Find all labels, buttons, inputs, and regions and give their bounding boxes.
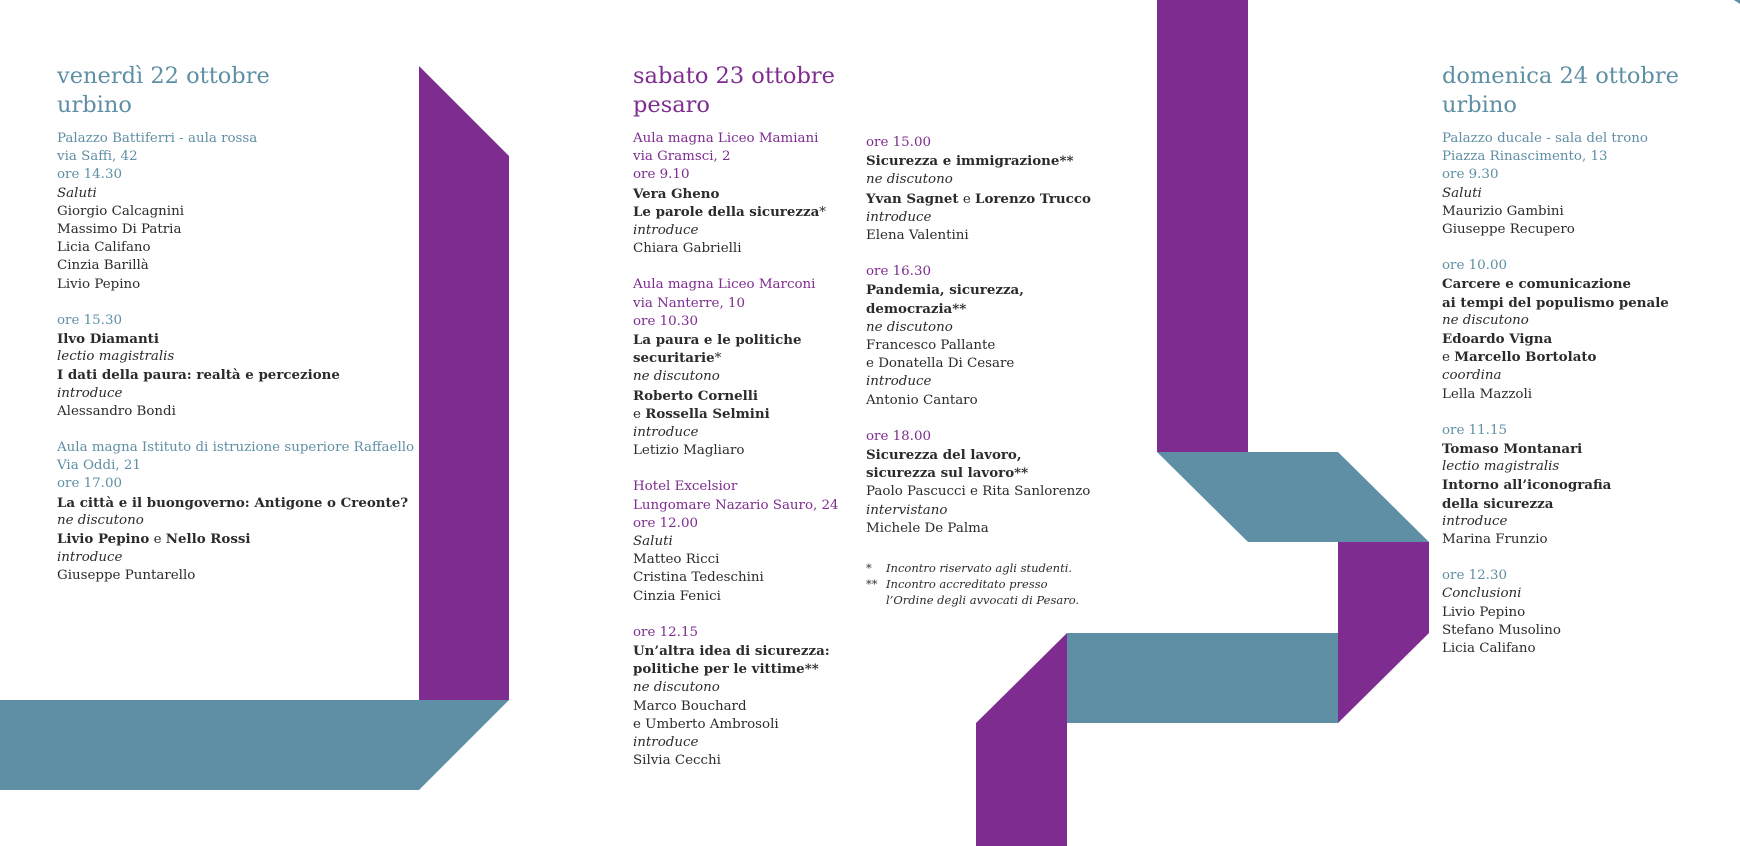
speakers-line xyxy=(633,405,839,424)
session-title: La città e il buongoverno: Antigone o Creonte? xyxy=(57,494,409,511)
intro-label: introduce xyxy=(633,223,699,239)
speaker: Edoardo Vigna xyxy=(1442,331,1553,348)
footnote-mark: * xyxy=(819,204,826,220)
session-time: ore 9.30 xyxy=(1442,167,1499,183)
person: Marina Frunzio xyxy=(1442,532,1548,548)
ribbon-right-teal-top xyxy=(1157,452,1429,542)
venue-name: Palazzo ducale - sala del trono xyxy=(1442,131,1648,146)
intro-label: introduce xyxy=(633,425,699,441)
conjunction: e xyxy=(1442,350,1455,366)
saturday-city: pesaro xyxy=(633,92,710,118)
session-title: ai tempi del populismo penale xyxy=(1442,294,1669,311)
intro-label: introduce xyxy=(633,735,699,751)
conjunction: e xyxy=(965,484,983,500)
footnote-mark: * xyxy=(714,351,722,367)
speaker: Nello Rossi xyxy=(165,531,251,548)
session-subtitle: lectio magistralis xyxy=(1442,459,1560,475)
intro-label: introduce xyxy=(1442,513,1508,529)
speaker: Roberto Cornelli xyxy=(633,387,758,404)
person: Cristina Tedeschini xyxy=(633,570,764,586)
person: Alessandro Bondi xyxy=(57,403,176,419)
footnote-text: Incontro accreditato presso xyxy=(886,577,1048,592)
session-title: Le parole della sicurezza xyxy=(633,203,820,220)
person: Stefano Musolino xyxy=(1442,622,1561,638)
person: Cinzia Fenici xyxy=(633,588,721,604)
person: e Umberto Ambrosoli xyxy=(633,716,779,732)
speakers-line xyxy=(866,483,1091,501)
session-time: ore 10.30 xyxy=(633,313,698,329)
ribbon-right-purple-bottom xyxy=(976,633,1067,846)
person: Giuseppe Recupero xyxy=(1442,222,1575,238)
speaker: Yvan Sagnet xyxy=(866,190,959,207)
person: Massimo Di Patria xyxy=(57,222,182,238)
session-title-line xyxy=(866,464,1091,483)
speakers-line xyxy=(866,355,1091,373)
speaker: Lorenzo Trucco xyxy=(975,190,1091,207)
venue-address: Lungomare Nazario Sauro, 24 xyxy=(633,497,839,513)
session-time: ore 12.30 xyxy=(1442,568,1507,584)
session-title: Intorno all’iconografia xyxy=(1442,477,1612,494)
session-title: I dati della paura: realtà e percezione xyxy=(57,367,340,384)
person: Licia Califano xyxy=(57,240,151,256)
footnotes xyxy=(866,560,1091,608)
saturday-column-b xyxy=(866,134,1091,608)
person: Licia Califano xyxy=(1442,641,1536,657)
session-time: ore 15.00 xyxy=(866,135,931,150)
footnote-mark: ** xyxy=(866,577,878,592)
ribbon-right-purple-top xyxy=(1157,0,1248,452)
speaker: Marcello Bortolato xyxy=(1454,349,1597,366)
session-title: politiche per le vittime xyxy=(633,661,805,678)
intro-label: introduce xyxy=(57,550,123,566)
conjunction: e xyxy=(958,191,976,207)
discuss-label: ne discutono xyxy=(633,369,720,385)
footnote-mark: ** xyxy=(1059,153,1074,170)
footnote xyxy=(866,560,1091,576)
footnote-mark: ** xyxy=(952,300,967,317)
discuss-label: ne discutono xyxy=(633,680,720,696)
venue-address: via Saffi, 42 xyxy=(57,149,138,165)
session-time: ore 16.30 xyxy=(866,264,931,280)
session-title-line xyxy=(633,203,839,222)
session-label: Conclusioni xyxy=(1442,586,1522,602)
session-subtitle: lectio magistralis xyxy=(57,349,175,365)
intro-label: introduce xyxy=(866,209,932,225)
person: Matteo Ricci xyxy=(633,552,720,568)
sunday-column xyxy=(1442,62,1679,658)
friday-heading xyxy=(57,62,414,120)
person: Livio Pepino xyxy=(1442,604,1526,620)
person: Maurizio Gambini xyxy=(1442,203,1564,219)
saturday-heading xyxy=(633,62,839,120)
friday-column xyxy=(57,62,414,586)
footnote-mark: * xyxy=(866,561,872,576)
conjunction: e xyxy=(633,406,646,422)
sunday-date: domenica 24 ottobre xyxy=(1442,63,1679,89)
friday-date: venerdì 22 ottobre xyxy=(57,63,270,89)
discuss-label: ne discutono xyxy=(1442,312,1529,328)
coord-label: coordina xyxy=(1442,368,1502,384)
saturday-column-a xyxy=(633,62,839,771)
person: Livio Pepino xyxy=(57,276,141,292)
sunday-heading xyxy=(1442,62,1679,120)
person: Antonio Cantaro xyxy=(866,392,978,408)
session-speaker: Tomaso Montanari xyxy=(1442,441,1583,458)
session-title: Un’altra idea di sicurezza: xyxy=(633,643,830,660)
person: Silvia Cecchi xyxy=(633,753,721,769)
session-time: ore 12.15 xyxy=(633,624,698,640)
intro-label: introduce xyxy=(57,385,123,401)
intro-label: introduce xyxy=(866,374,932,390)
session-label: Saluti xyxy=(633,534,673,550)
venue-name: Aula magna Liceo Mamiani xyxy=(633,131,819,146)
speakers-line xyxy=(866,190,1091,209)
session-speaker: Vera Gheno xyxy=(633,185,720,202)
footnote xyxy=(866,576,1091,592)
session-title: securitarie xyxy=(633,350,715,367)
footnote-mark: ** xyxy=(804,661,819,678)
session-title: Carcere e comunicazione xyxy=(1442,276,1631,293)
corner-tick xyxy=(1734,0,1740,4)
conjunction: e xyxy=(149,532,166,548)
session-title: Sicurezza del lavoro, xyxy=(866,447,1022,464)
speaker: Rita Sanlorenzo xyxy=(982,484,1091,500)
speakers-line xyxy=(1442,348,1679,367)
footnote xyxy=(866,592,1091,608)
speaker: Livio Pepino xyxy=(57,531,150,548)
venue-name: Aula magna Liceo Marconi xyxy=(633,277,816,293)
ribbon-right-purple-mid xyxy=(1338,542,1429,723)
discuss-label: ne discutono xyxy=(57,512,144,528)
speaker: Donatella Di Cesare xyxy=(878,356,1015,372)
person: Cinzia Barillà xyxy=(57,258,149,274)
session-title-line xyxy=(633,349,839,368)
session-time: ore 9.10 xyxy=(633,167,690,183)
session-title: La paura e le politiche xyxy=(633,332,802,349)
session-title-line xyxy=(633,660,839,679)
speaker: Rossella Selmini xyxy=(645,405,770,422)
person: Chiara Gabrielli xyxy=(633,241,742,257)
venue-name: Hotel Excelsior xyxy=(633,479,738,495)
venue-name: Palazzo Battiferri - aula rossa xyxy=(57,131,258,146)
ribbon-left-purple xyxy=(419,66,509,700)
session-title-line xyxy=(866,152,1091,171)
saturday-date: sabato 23 ottobre xyxy=(633,63,835,89)
session-time: ore 15.30 xyxy=(57,312,122,328)
person: Giorgio Calcagnini xyxy=(57,203,184,219)
venue-address: via Nanterre, 10 xyxy=(633,295,745,311)
venue-address: Piazza Rinascimento, 13 xyxy=(1442,149,1608,165)
session-time: ore 12.00 xyxy=(633,515,698,531)
session-time: ore 14.30 xyxy=(57,167,122,183)
friday-city: urbino xyxy=(57,92,132,118)
person: Giuseppe Puntarello xyxy=(57,568,196,584)
session-title: democrazia xyxy=(866,300,953,317)
conjunction: e xyxy=(866,356,879,372)
ribbon-left-teal xyxy=(0,700,509,790)
session-label: Saluti xyxy=(57,185,97,201)
session-speaker: Ilvo Diamanti xyxy=(57,331,159,348)
venue-address: via Gramsci, 2 xyxy=(633,149,731,165)
interview-label: intervistano xyxy=(866,502,948,518)
venue-name: Aula magna Istituto di istruzione superiore Raffaello xyxy=(57,440,415,456)
session-time: ore 11.15 xyxy=(1442,422,1507,438)
session-title: della sicurezza xyxy=(1442,495,1554,512)
person: Marco Bouchard xyxy=(633,698,747,714)
person: Francesco Pallante xyxy=(866,338,996,354)
person: Elena Valentini xyxy=(866,228,969,244)
session-title: Pandemia, sicurezza, xyxy=(866,282,1024,299)
discuss-label: ne discutono xyxy=(866,172,953,188)
venue-address: Via Oddi, 21 xyxy=(57,458,141,474)
session-time: ore 18.00 xyxy=(866,428,931,444)
footnote-mark: ** xyxy=(1014,465,1029,482)
session-title: Sicurezza e immigrazione xyxy=(866,153,1060,170)
session-label: Saluti xyxy=(1442,185,1482,201)
discuss-label: ne discutono xyxy=(866,319,953,335)
sunday-city: urbino xyxy=(1442,92,1517,118)
speaker: Paolo Pascucci xyxy=(866,484,966,500)
session-time: ore 17.00 xyxy=(57,476,122,492)
speakers-line xyxy=(57,530,414,549)
footnote-text: l’Ordine degli avvocati di Pesaro. xyxy=(886,593,1080,608)
person: Letizio Magliaro xyxy=(633,443,745,459)
session-time: ore 10.00 xyxy=(1442,258,1507,274)
ribbon-right-teal-low xyxy=(1067,633,1338,723)
person: Lella Mazzoli xyxy=(1442,386,1533,402)
session-title: sicurezza sul lavoro xyxy=(866,465,1015,482)
session-title-line xyxy=(866,300,1091,319)
person: Michele De Palma xyxy=(866,520,989,536)
footnote-text: Incontro riservato agli studenti. xyxy=(886,561,1073,576)
